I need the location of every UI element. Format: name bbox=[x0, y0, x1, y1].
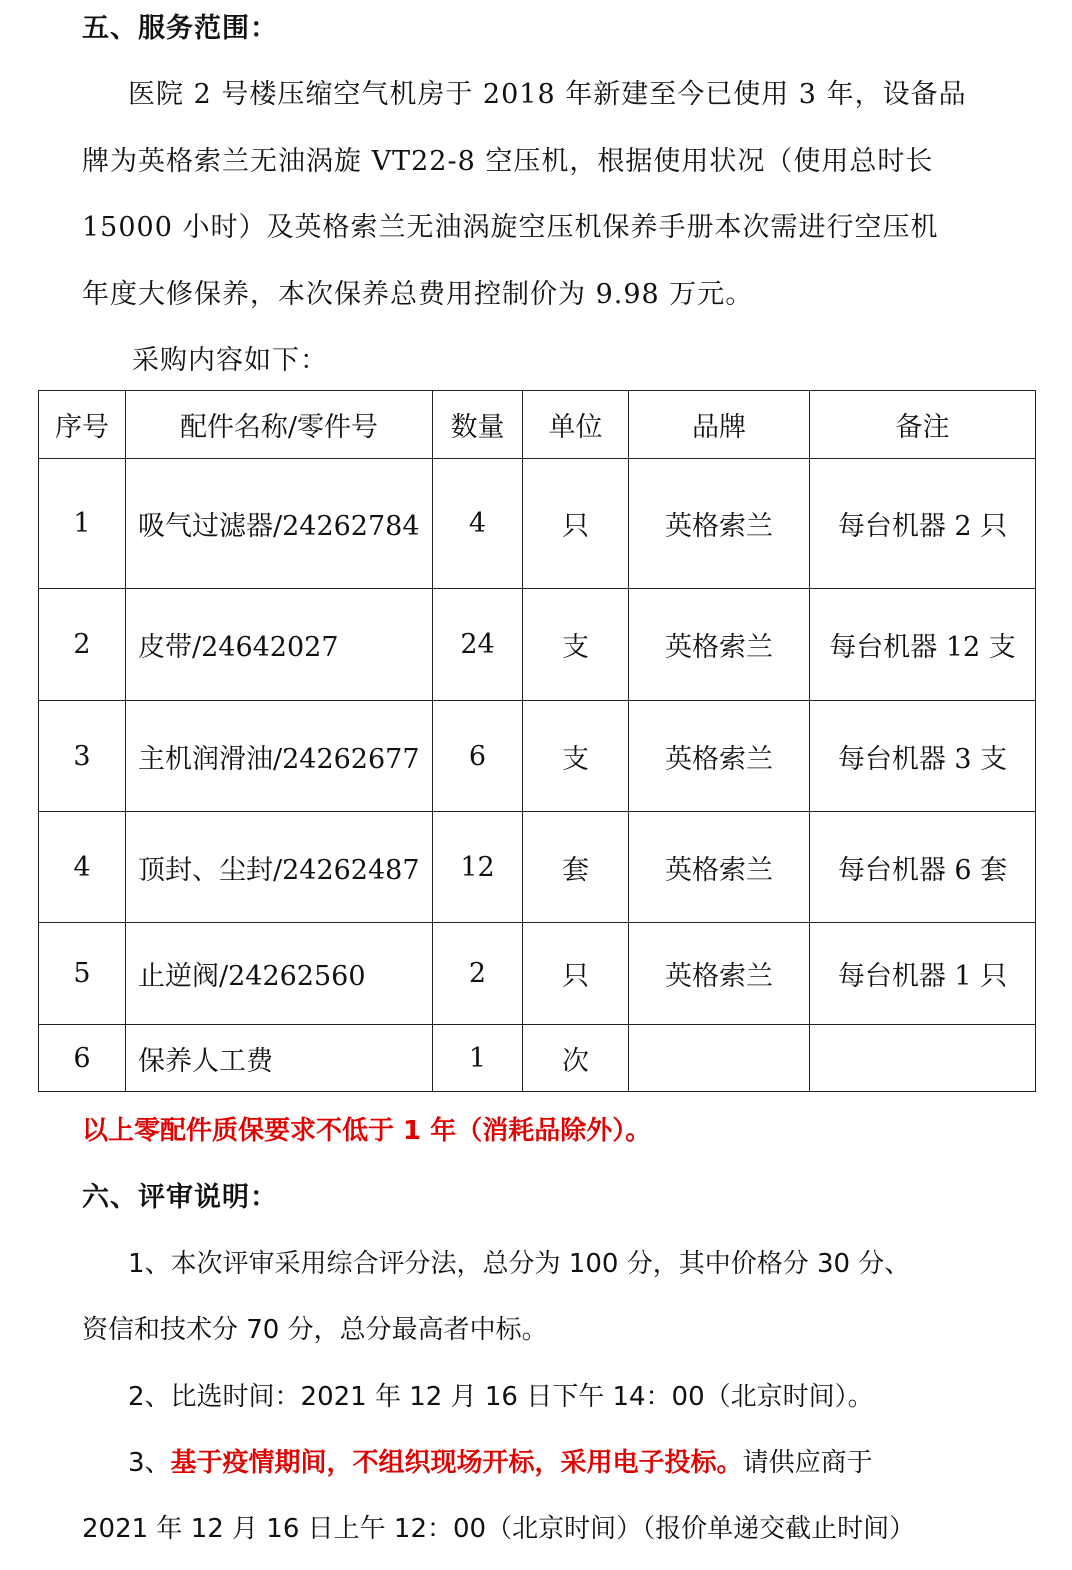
table-row bbox=[39, 701, 1036, 812]
cell-quantity: 12 bbox=[433, 812, 523, 923]
cell-quantity: 4 bbox=[433, 459, 523, 589]
cell-remark: 每台机器 6 套 bbox=[810, 812, 1036, 923]
cell-quantity: 1 bbox=[433, 1025, 523, 1092]
table-header-row bbox=[39, 391, 1036, 459]
table-row bbox=[39, 923, 1036, 1025]
cell-brand bbox=[629, 1025, 810, 1092]
cell-unit: 支 bbox=[523, 701, 629, 812]
cell-part-name: 顶封、尘封/24262487 bbox=[126, 812, 433, 923]
review-item-3-rest: 请供应商于 bbox=[742, 1448, 873, 1478]
cell-remark bbox=[810, 1025, 1036, 1092]
cell-index: 5 bbox=[39, 923, 126, 1025]
header-quantity: 数量 bbox=[433, 391, 523, 459]
header-part-name: 配件名称/零件号 bbox=[126, 391, 433, 459]
cell-brand: 英格索兰 bbox=[629, 923, 810, 1025]
cell-part-name: 保养人工费 bbox=[126, 1025, 433, 1092]
table-row bbox=[39, 1025, 1036, 1092]
review-item-3-line-1 bbox=[128, 1442, 873, 1479]
cell-index: 1 bbox=[39, 459, 126, 589]
section5-para-line-4: 年度大修保养，本次保养总费用控制价为 9.98 万元。 bbox=[82, 279, 754, 310]
cell-unit: 支 bbox=[523, 589, 629, 701]
cell-index: 3 bbox=[39, 701, 126, 812]
cell-quantity: 24 bbox=[433, 589, 523, 701]
review-item-2: 2、比选时间：2021 年 12 月 16 日下午 14：00（北京时间）。 bbox=[128, 1382, 874, 1412]
cell-part-name: 止逆阀/24262560 bbox=[126, 923, 433, 1025]
cell-unit: 次 bbox=[523, 1025, 629, 1092]
cell-part-name: 皮带/24642027 bbox=[126, 589, 433, 701]
cell-remark: 每台机器 3 支 bbox=[810, 701, 1036, 812]
section5-para-line-1: 医院 2 号楼压缩空气机房于 2018 年新建至今已使用 3 年，设备品 bbox=[128, 79, 967, 110]
cell-part-name: 吸气过滤器/24262784 bbox=[126, 459, 433, 589]
cell-quantity: 6 bbox=[433, 701, 523, 812]
cell-quantity: 2 bbox=[433, 923, 523, 1025]
section5-para-line-3: 15000 小时）及英格索兰无油涡旋空压机保养手册本次需进行空压机 bbox=[82, 212, 939, 243]
section6-heading: 六、评审说明： bbox=[82, 1182, 278, 1213]
cell-index: 4 bbox=[39, 812, 126, 923]
cell-brand: 英格索兰 bbox=[629, 589, 810, 701]
review-item-3-line-2: 2021 年 12 月 16 日上午 12：00（北京时间）（报价单递交截止时间） bbox=[82, 1514, 916, 1544]
warranty-note: 以上零配件质保要求不低于 1 年（消耗品除外）。 bbox=[82, 1116, 652, 1146]
header-brand: 品牌 bbox=[629, 391, 810, 459]
cell-unit: 套 bbox=[523, 812, 629, 923]
purchase-table bbox=[38, 390, 1036, 1092]
cell-unit: 只 bbox=[523, 459, 629, 589]
cell-brand: 英格索兰 bbox=[629, 812, 810, 923]
cell-part-name: 主机润滑油/24262677 bbox=[126, 701, 433, 812]
review-item-3-emphasis: 基于疫情期间，不组织现场开标，采用电子投标。 bbox=[170, 1448, 743, 1478]
header-remark: 备注 bbox=[810, 391, 1036, 459]
cell-remark: 每台机器 2 只 bbox=[810, 459, 1036, 589]
cell-index: 2 bbox=[39, 589, 126, 701]
cell-remark: 每台机器 12 支 bbox=[810, 589, 1036, 701]
table-row bbox=[39, 812, 1036, 923]
section5-heading: 五、服务范围： bbox=[82, 13, 278, 44]
review-item-1-line-2: 资信和技术分 70 分，总分最高者中标。 bbox=[82, 1315, 548, 1345]
review-item-1-line-1: 1、本次评审采用综合评分法，总分为 100 分，其中价格分 30 分、 bbox=[128, 1249, 911, 1279]
table-row bbox=[39, 589, 1036, 701]
cell-brand: 英格索兰 bbox=[629, 459, 810, 589]
cell-brand: 英格索兰 bbox=[629, 701, 810, 812]
review-item-3-prefix: 3、 bbox=[128, 1448, 171, 1478]
section5-para-line-2: 牌为英格索兰无油涡旋 VT22-8 空压机，根据使用状况（使用总时长 bbox=[82, 146, 934, 177]
purchase-intro: 采购内容如下： bbox=[132, 345, 328, 376]
cell-remark: 每台机器 1 只 bbox=[810, 923, 1036, 1025]
cell-unit: 只 bbox=[523, 923, 629, 1025]
header-index: 序号 bbox=[39, 391, 126, 459]
cell-index: 6 bbox=[39, 1025, 126, 1092]
header-unit: 单位 bbox=[523, 391, 629, 459]
table-row bbox=[39, 459, 1036, 589]
